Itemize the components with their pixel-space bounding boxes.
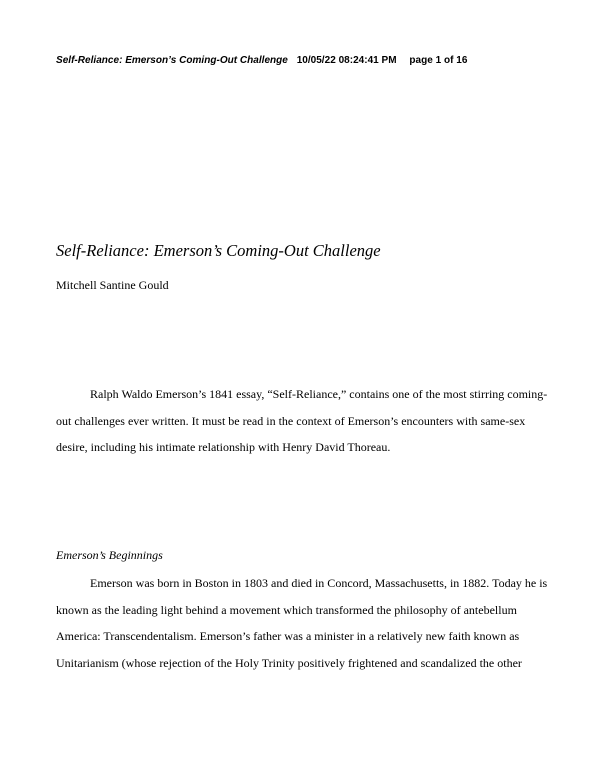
page-header: [56, 55, 467, 66]
header-page-number: page 1 of 16: [409, 55, 468, 66]
body-line: Unitarianism (whose rejection of the Holy Trinity positively frightened and scandalized the other: [56, 655, 522, 670]
abstract-paragraph: [56, 381, 547, 461]
document-title: Self-Reliance: Emerson’s Coming-Out Challenge: [56, 241, 381, 260]
body-line: known as the leading light behind a movement which transformed the philosophy of antebellum: [56, 602, 517, 617]
body-line: America: Transcendentalism. Emerson’s father was a minister in a relatively new faith known as: [56, 629, 520, 643]
body-paragraph: [56, 570, 547, 676]
section-heading: Emerson’s Beginnings: [56, 548, 163, 562]
abstract-line: desire, including his intimate relationship with Henry David Thoreau.: [56, 440, 391, 454]
abstract-line: out challenges ever written. It must be read in the context of Emerson’s encounters with same-sex: [56, 413, 526, 428]
header-datetime: 10/05/22 08:24:41 PM: [296, 55, 397, 66]
abstract-line: Ralph Waldo Emerson’s 1841 essay, “Self-Reliance,” contains one of the most stirring coming-: [90, 387, 548, 401]
document-author: Mitchell Santine Gould: [56, 278, 169, 292]
body-line: Emerson was born in Boston in 1803 and died in Concord, Massachusetts, in 1882. Today he is: [90, 576, 548, 590]
header-title: Self-Reliance: Emerson’s Coming-Out Challenge: [56, 55, 288, 66]
